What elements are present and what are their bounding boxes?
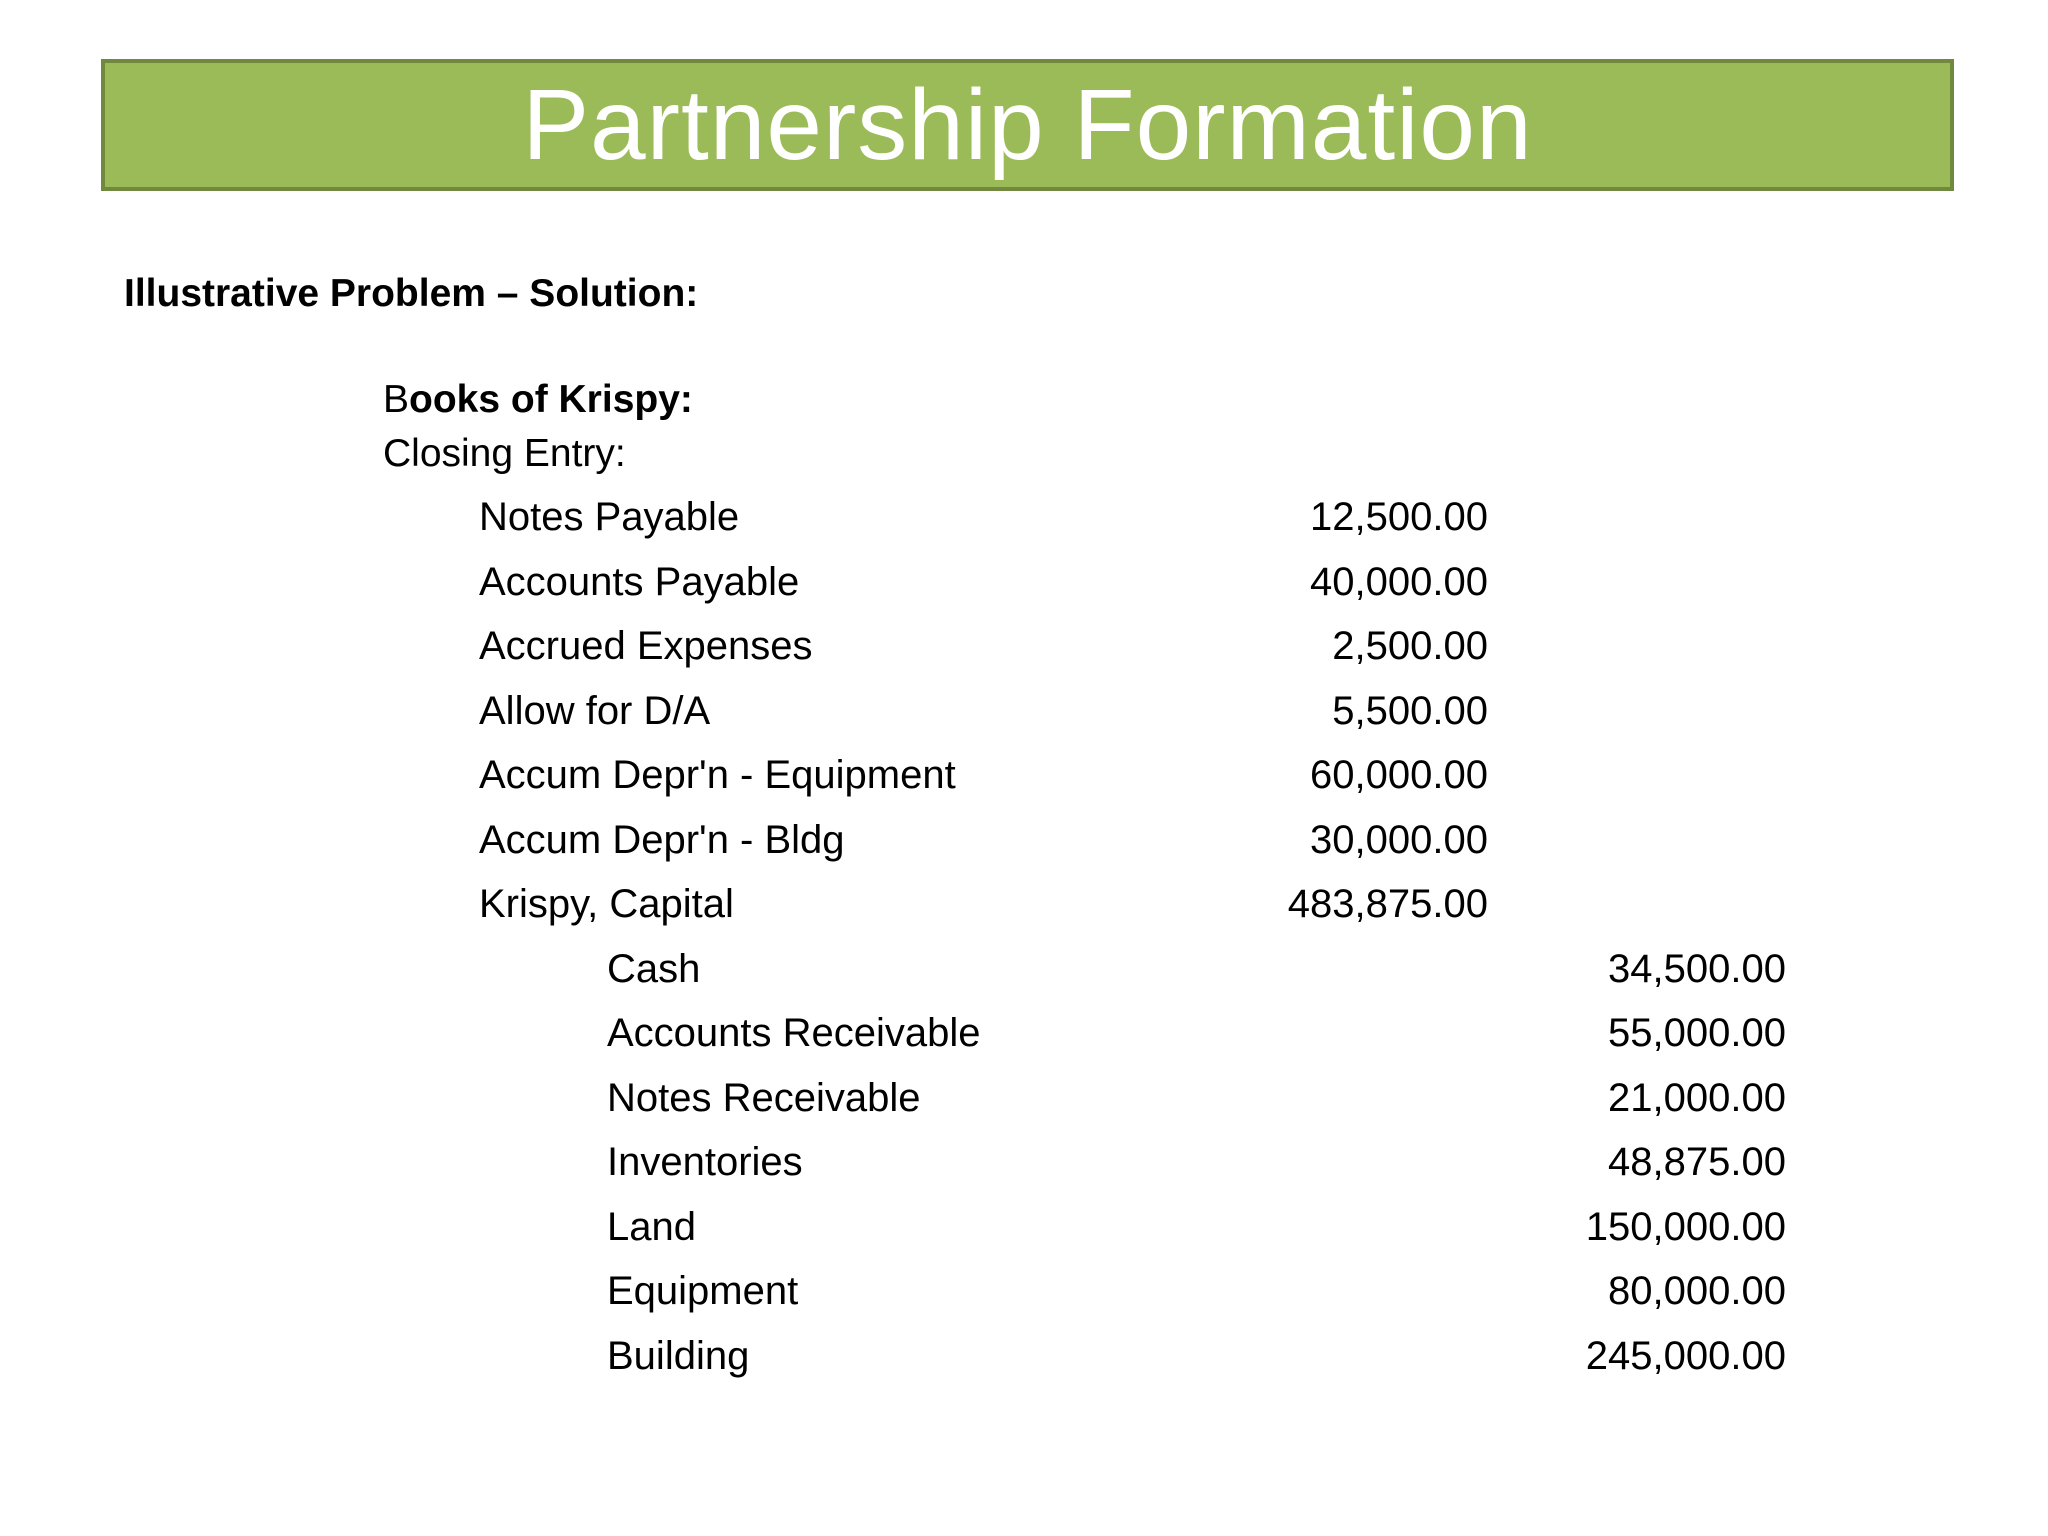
debit-row: [0, 495, 2048, 559]
credit-amount: 21,000.00: [1608, 1075, 1786, 1120]
books-heading-rest: ooks of Krispy:: [409, 378, 693, 421]
debit-account-label: Accrued Expenses: [479, 624, 813, 668]
debit-row: [0, 882, 2048, 946]
debit-account-label: Allow for D/A: [479, 688, 711, 733]
credit-amount: 55,000.00: [1608, 1011, 1786, 1055]
debit-account-label: Accum Depr'n - Equipment: [479, 753, 956, 797]
slide-subtitle: Illustrative Problem – Solution:: [124, 272, 699, 315]
debit-account-label: Krispy, Capital: [479, 882, 734, 926]
credit-row: [0, 1140, 2048, 1204]
debit-row: [0, 818, 2048, 882]
debit-amount: 12,500.00: [1310, 495, 1488, 539]
debit-account-label: Notes Payable: [479, 495, 740, 539]
debit-amount: 2,500.00: [1332, 624, 1488, 668]
credit-account-label: Land: [607, 1204, 696, 1249]
credit-amount: 150,000.00: [1585, 1204, 1786, 1249]
credit-amount: 245,000.00: [1585, 1333, 1786, 1378]
credit-account-label: Equipment: [607, 1269, 799, 1313]
debit-account-label: Accounts Payable: [479, 559, 800, 604]
debit-amount: 30,000.00: [1310, 817, 1488, 862]
books-heading: [383, 378, 693, 422]
credit-account-label: Notes Receivable: [607, 1075, 921, 1120]
debit-amount: 483,875.00: [1287, 882, 1488, 926]
books-heading-initial: B: [383, 378, 410, 421]
credit-row: [0, 947, 2048, 1011]
credit-row: [0, 1011, 2048, 1075]
debit-row: [0, 753, 2048, 817]
credit-account-label: Building: [607, 1333, 750, 1378]
credit-amount: 80,000.00: [1608, 1269, 1786, 1313]
credit-row: [0, 1269, 2048, 1333]
credit-row: [0, 1076, 2048, 1140]
title-banner: [101, 59, 1954, 191]
debit-amount: 60,000.00: [1310, 753, 1488, 797]
debit-row: [0, 624, 2048, 688]
debit-account-label: Accum Depr'n - Bldg: [479, 817, 845, 862]
credit-account-label: Accounts Receivable: [607, 1011, 981, 1055]
credit-row: [0, 1334, 2048, 1398]
slide-title: Partnership Formation: [522, 69, 1533, 181]
credit-row: [0, 1205, 2048, 1269]
debit-amount: 5,500.00: [1332, 688, 1488, 733]
credit-account-label: Cash: [607, 946, 701, 991]
debit-row: [0, 689, 2048, 753]
closing-entry-label: Closing Entry:: [383, 432, 626, 475]
debit-amount: 40,000.00: [1310, 559, 1488, 604]
credit-amount: 48,875.00: [1608, 1140, 1786, 1184]
credit-amount: 34,500.00: [1608, 946, 1786, 991]
credit-account-label: Inventories: [607, 1140, 803, 1184]
debit-row: [0, 560, 2048, 624]
